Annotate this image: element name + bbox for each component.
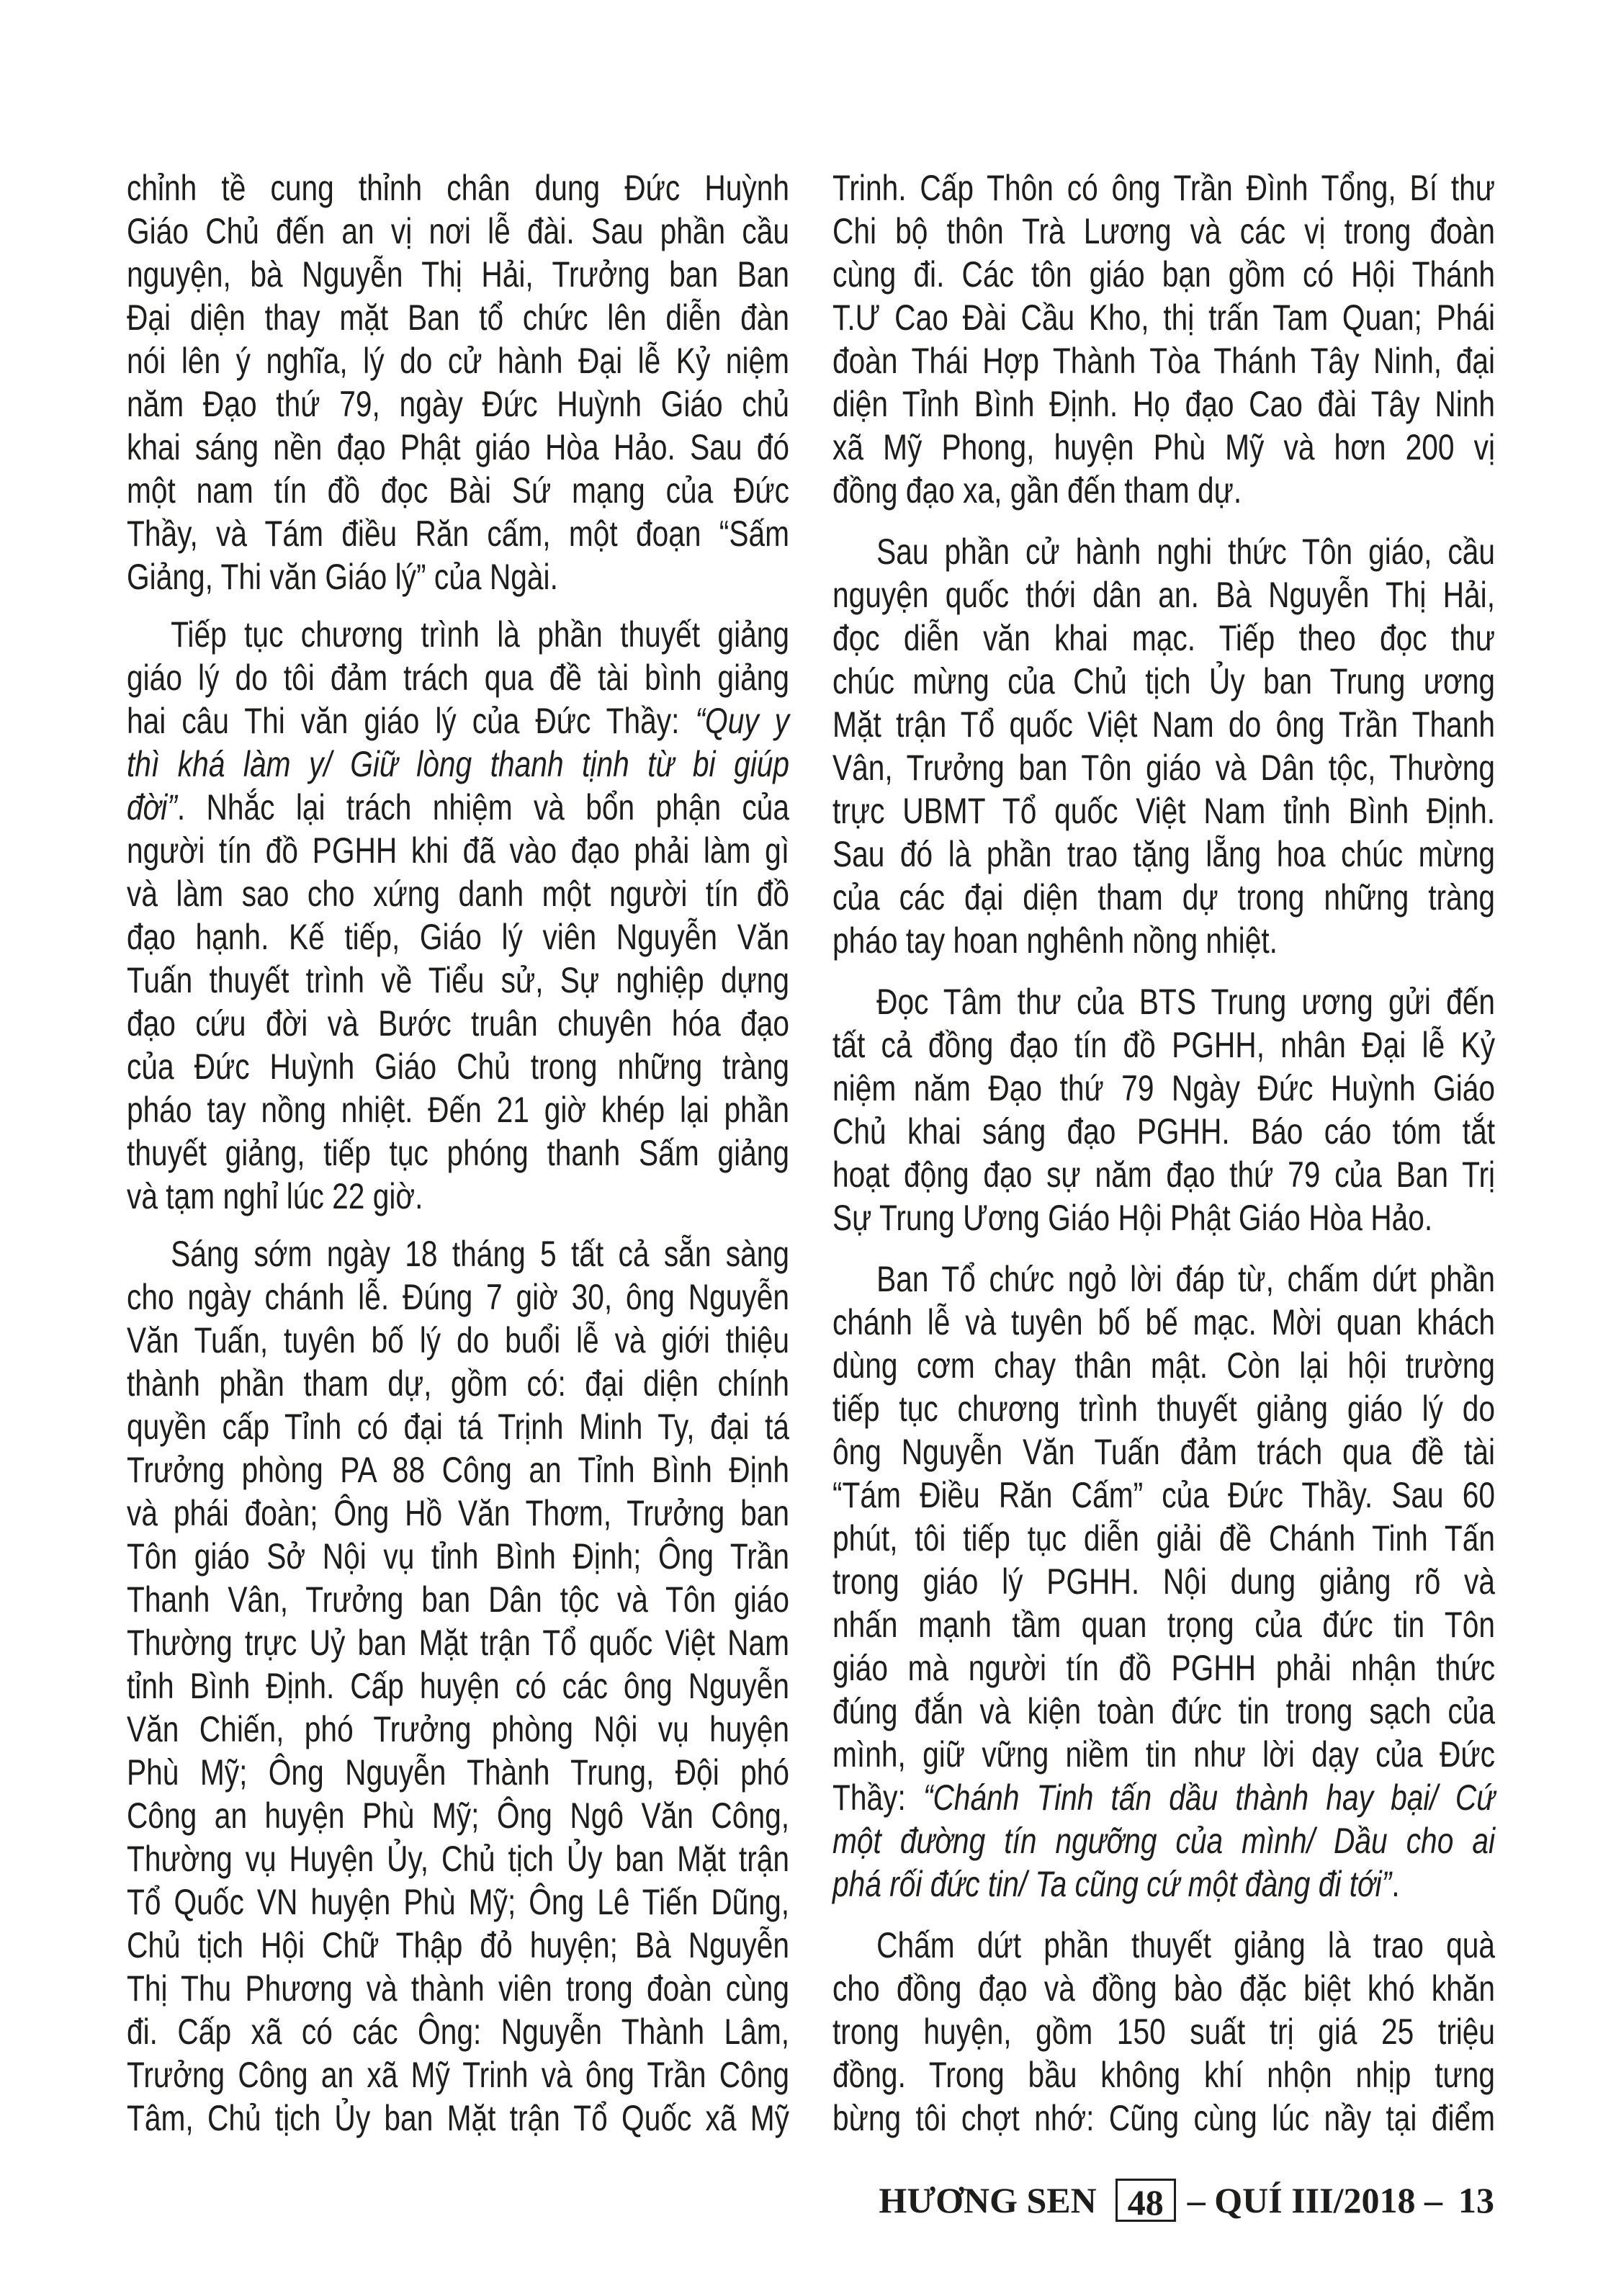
text-line: nguyện, bà Nguyễn Thị Hải, Trưởng ban Ban <box>127 254 790 295</box>
column-content <box>127 166 789 2140</box>
text-line: Thị Thu Phương và thành viên trong đoàn cùng <box>127 1968 790 2009</box>
page-footer <box>879 2175 1494 2225</box>
text-line: quyền cấp Tỉnh có đại tá Trịnh Minh Ty, đại tá <box>127 1407 790 1447</box>
text-line: của Đức Huỳnh Giáo Chủ trong những tràng <box>127 1046 790 1087</box>
text-line: chỉnh tề cung thỉnh chân dung Đức Huỳnh <box>127 168 790 208</box>
text-line <box>127 786 789 829</box>
text-line <box>127 743 789 786</box>
text-line: Chấm dứt phần thuyết giảng là trao quà <box>876 1925 1496 1965</box>
text-line: và phái đoàn; Ông Hồ Văn Thơm, Trưởng ban <box>127 1493 790 1533</box>
text-line: “Tám Điều Răn Cấm” của Đức Thầy. Sau 60 <box>832 1475 1496 1515</box>
text-run: . Nhắc lại trách nhiệm và bổn phận của <box>176 787 790 828</box>
text-line <box>832 1776 1495 1819</box>
text-run: hai câu Thi văn giáo lý của Đức Thầy: <box>127 701 696 741</box>
text-line: Giáo Chủ đến an vị nơi lễ đài. Sau phần cầu <box>127 211 790 251</box>
text-line: giáo mà người tín đồ PGHH phải nhận thức <box>832 1648 1496 1688</box>
text-line: Tiếp tục chương trình là phần thuyết giảng <box>171 614 790 655</box>
text-line: Tuấn thuyết trình về Tiểu sử, Sự nghiệp dựng <box>127 960 790 1000</box>
text-line <box>127 699 789 743</box>
text-line: Phù Mỹ; Ông Nguyễn Thành Trung, Đội phó <box>127 1752 790 1793</box>
text-line: niệm năm Đạo thứ 79 Ngày Đức Huỳnh Giáo <box>832 1068 1496 1108</box>
text-line: phút, tôi tiếp tục diễn giải đề Chánh Tinh Tấn <box>832 1518 1496 1559</box>
text-line: tỉnh Bình Định. Cấp huyện có các ông Nguyễn <box>127 1666 790 1706</box>
text-line: Chi bộ thôn Trà Lương và các vị trong đoàn <box>832 211 1496 251</box>
issue-number-box: 48 <box>1116 2179 1176 2222</box>
italic-quote-run: phá rối đức tin/ Ta cũng cứ một đàng đi tới” <box>832 1864 1392 1904</box>
text-line <box>832 1862 1495 1906</box>
text-line: Thanh Vân, Trưởng ban Dân tộc và Tôn giáo <box>127 1579 790 1620</box>
text-column-right <box>832 166 1495 2140</box>
text-line: năm Đạo thứ 79, ngày Đức Huỳnh Giáo chủ <box>127 384 790 424</box>
text-run: Thầy: <box>832 1777 923 1818</box>
paragraph <box>832 166 1495 512</box>
text-line: đoàn Thái Hợp Thành Tòa Thánh Tây Ninh, đại <box>832 341 1496 381</box>
text-line: Văn Chiến, phó Trưởng phòng Nội vụ huyện <box>127 1709 790 1749</box>
text-line: Thầy, và Tám điều Răn cấm, một đoạn “Sấm <box>127 514 790 554</box>
paragraph <box>127 1232 789 2140</box>
text-column-left <box>127 166 789 2140</box>
text-line: Tổ Quốc VN huyện Phù Mỹ; Ông Lê Tiến Dũng, <box>127 1882 790 1922</box>
text-line: cùng đi. Các tôn giáo bạn gồm có Hội Thánh <box>832 254 1496 295</box>
text-run: . <box>1391 1864 1400 1904</box>
italic-quote-run: thì khá làm y/ Giữ lòng thanh tịnh từ bi giúp <box>127 744 790 784</box>
italic-quote-run: đời” <box>127 787 177 828</box>
text-line: tiếp tục chương trình thuyết giảng giáo lý do <box>832 1389 1496 1429</box>
text-line: cho ngày chánh lễ. Đúng 7 giờ 30, ông Nguyễn <box>127 1277 790 1317</box>
text-line: cho đồng đạo và đồng bào đặc biệt khó khăn <box>832 1968 1496 2009</box>
text-line: khai sáng nền đạo Phật giáo Hòa Hảo. Sau đó <box>127 427 790 467</box>
text-line: Sự Trung Ương Giáo Hội Phật Giáo Hòa Hảo. <box>832 1198 1433 1238</box>
column-content <box>832 166 1495 2140</box>
text-line: chánh lễ và tuyên bố bế mạc. Mời quan khách <box>832 1302 1496 1342</box>
paragraph <box>832 530 1495 962</box>
text-line: thành phần tham dự, gồm có: đại diện chính <box>127 1363 790 1404</box>
text-line: Sau đó là phần trao tặng lẵng hoa chúc mừng <box>832 834 1496 874</box>
text-line: Ban Tổ chức ngỏ lời đáp từ, chấm dứt phần <box>876 1259 1496 1299</box>
italic-quote-run: “Quy y <box>695 701 790 741</box>
text-line: Thường vụ Huyện Ủy, Chủ tịch Ủy ban Mặt trận <box>127 1839 790 1879</box>
paragraph <box>127 613 789 1218</box>
text-line: nhấn mạnh tầm quan trọng của đức tin Tôn <box>832 1605 1496 1645</box>
text-line: chúc mừng của Chủ tịch Ủy ban Trung ương <box>832 661 1496 701</box>
paragraph <box>832 1257 1495 1906</box>
issue-period: – QUÍ III/2018 – <box>1187 2180 1442 2220</box>
text-line: đi. Cấp xã có các Ông: Nguyễn Thành Lâm, <box>127 2012 790 2052</box>
text-line: T.Ư Cao Đài Cầu Kho, thị trấn Tam Quan; Phái <box>832 297 1496 338</box>
text-line <box>832 1819 1495 1862</box>
text-line: đạo hạnh. Kế tiếp, Giáo lý viên Nguyễn Văn <box>127 917 790 957</box>
italic-quote-run: một đường tín ngưỡng của mình/ Dầu cho ai <box>832 1821 1496 1861</box>
magazine-title: HƯƠNG SEN <box>879 2180 1097 2220</box>
text-line: Mặt trận Tổ quốc Việt Nam do ông Trần Thanh <box>832 704 1496 745</box>
text-line: và tạm nghỉ lúc 22 giờ. <box>127 1176 423 1216</box>
text-line: Thường trực Uỷ ban Mặt trận Tổ quốc Việt Nam <box>127 1623 790 1663</box>
text-line: mình, giữ vững niềm tin như lời dạy của Đức <box>832 1734 1496 1775</box>
text-line: Công an huyện Phù Mỹ; Ông Ngô Văn Công, <box>127 1795 790 1836</box>
text-line: của các đại diện tham dự trong những tràng <box>832 877 1496 918</box>
text-line: Chủ khai sáng đạo PGHH. Báo cáo tóm tắt <box>832 1111 1496 1152</box>
text-line: và làm sao cho xứng danh một người tín đồ <box>127 874 790 914</box>
text-line: pháo tay hoan nghênh nồng nhiệt. <box>832 920 1278 961</box>
text-line: giáo lý do tôi đảm trách qua đề tài bình giảng <box>127 658 790 698</box>
text-line: đúng đắn và kiện toàn đức tin trong sạch của <box>832 1691 1496 1731</box>
text-line: bừng tôi chợt nhớ: Cũng cùng lúc nầy tại điểm <box>832 2098 1496 2138</box>
text-line: Trưởng phòng PA 88 Công an Tỉnh Bình Định <box>127 1450 790 1490</box>
text-line: trong giáo lý PGHH. Nội dung giảng rõ và <box>832 1561 1496 1602</box>
text-line: người tín đồ PGHH khi đã vào đạo phải làm gì <box>127 830 790 871</box>
text-line: đồng. Trong bầu không khí nhộn nhịp tưng <box>832 2055 1496 2095</box>
paragraph <box>127 166 789 598</box>
italic-quote-run: “Chánh Tinh tấn dầu thành hay bại/ Cứ <box>923 1777 1496 1818</box>
text-line: Trưởng Công an xã Mỹ Trinh và ông Trần Công <box>127 2055 790 2095</box>
text-line: trong huyện, gồm 150 suất trị giá 25 triệu <box>832 2012 1496 2052</box>
text-line: Văn Tuấn, tuyên bố lý do buổi lễ và giới thiệu <box>127 1320 790 1360</box>
text-line: hoạt động đạo sự năm đạo thứ 79 của Ban Trị <box>832 1154 1496 1195</box>
text-line: thuyết giảng, tiếp tục phóng thanh Sấm giảng <box>127 1133 790 1173</box>
text-line: Chủ tịch Hội Chữ Thập đỏ huyện; Bà Nguyễn <box>127 1925 790 1965</box>
text-line: Đọc Tâm thư của BTS Trung ương gửi đến <box>876 982 1496 1022</box>
text-line: trực UBMT Tổ quốc Việt Nam tỉnh Bình Định. <box>832 791 1496 831</box>
text-line: Trinh. Cấp Thôn có ông Trần Đình Tổng, Bí thư <box>832 168 1496 208</box>
text-line: nói lên ý nghĩa, lý do cử hành Đại lễ Kỷ niệm <box>127 341 790 381</box>
paragraph <box>832 980 1495 1239</box>
text-line: Sau phần cử hành nghi thức Tôn giáo, cầu <box>876 532 1496 572</box>
text-line: pháo tay nồng nhiệt. Đến 21 giờ khép lại phần <box>127 1090 790 1130</box>
text-line: xã Mỹ Phong, huyện Phù Mỹ và hơn 200 vị <box>832 427 1496 467</box>
text-line: Giảng, Thi văn Giáo lý” của Ngài. <box>127 557 558 597</box>
text-line: Tôn giáo Sở Nội vụ tỉnh Bình Định; Ông Trần <box>127 1536 790 1577</box>
text-line: Vân, Trưởng ban Tôn giáo và Dân tộc, Thường <box>832 748 1496 788</box>
text-line: đọc diễn văn khai mạc. Tiếp theo đọc thư <box>832 618 1496 658</box>
text-line: diện Tỉnh Bình Định. Họ đạo Cao đài Tây Ninh <box>832 384 1496 424</box>
page-number: 13 <box>1458 2180 1494 2220</box>
text-line: Tâm, Chủ tịch Ủy ban Mặt trận Tổ Quốc xã Mỹ <box>127 2098 790 2138</box>
text-line: một nam tín đồ đọc Bài Sứ mạng của Đức <box>127 470 790 511</box>
text-line: đồng đạo xa, gần đến tham dự. <box>832 470 1242 511</box>
paragraph <box>832 1924 1495 2140</box>
text-line: ông Nguyễn Văn Tuấn đảm trách qua đề tài <box>832 1432 1496 1472</box>
text-line: dùng cơm chay thân mật. Còn lại hội trường <box>832 1345 1496 1386</box>
text-line: tất cả đồng đạo tín đồ PGHH, nhân Đại lễ Kỷ <box>832 1025 1496 1065</box>
text-line: Đại diện thay mặt Ban tổ chức lên diễn đàn <box>127 297 790 338</box>
text-line: nguyện quốc thới dân an. Bà Nguyễn Thị Hải, <box>832 575 1496 615</box>
text-line: Sáng sớm ngày 18 tháng 5 tất cả sẵn sàng <box>171 1234 790 1274</box>
text-line: đạo cứu đời và Bước truân chuyên hóa đạo <box>127 1003 790 1044</box>
